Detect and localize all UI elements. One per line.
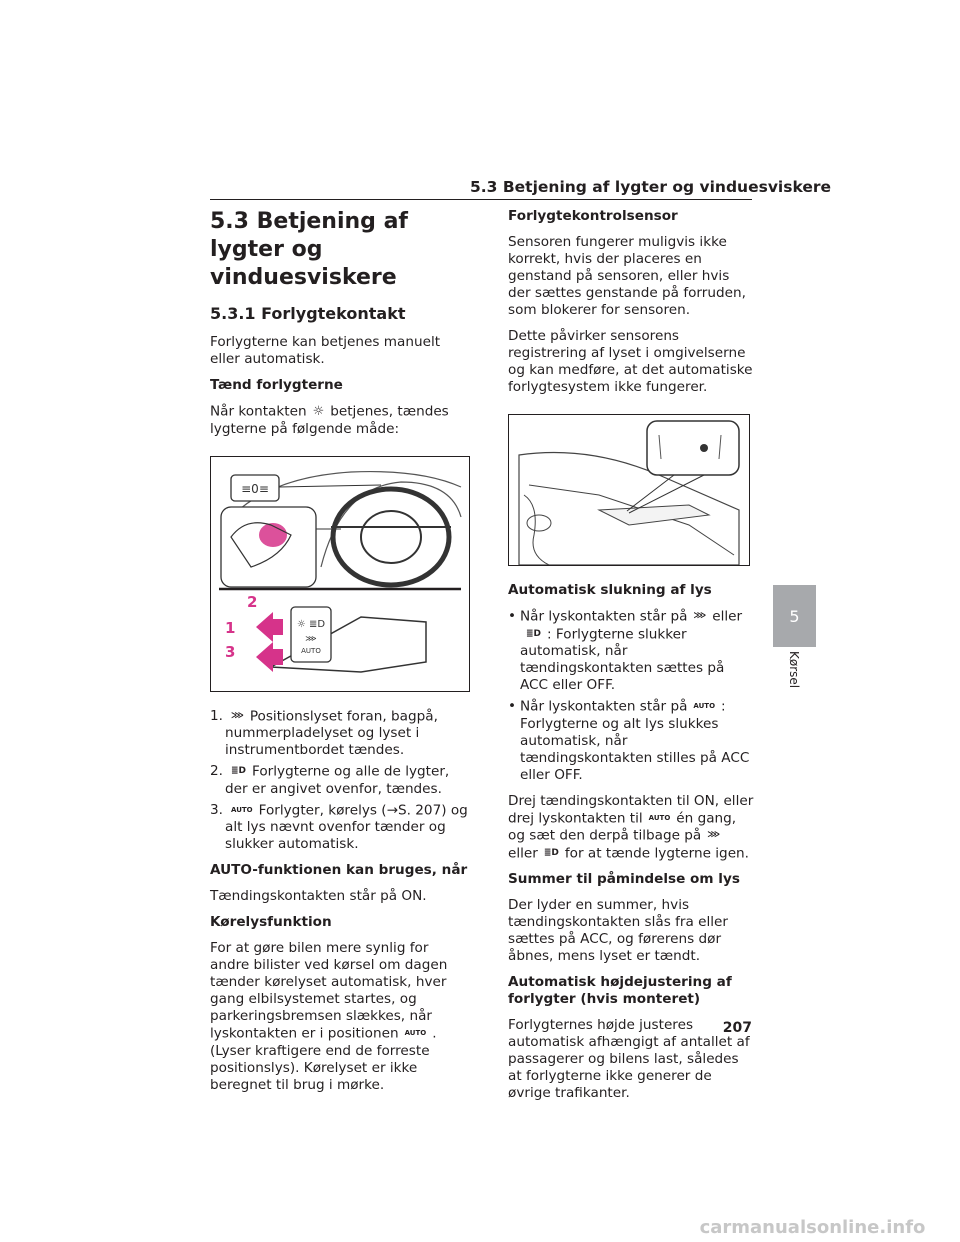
tail-light-icon: ⋙ bbox=[693, 611, 707, 621]
svg-text:≡0≡: ≡0≡ bbox=[241, 481, 269, 496]
tail-light-icon: ⋙ bbox=[231, 710, 244, 721]
figure-label-3: 3 bbox=[225, 642, 236, 661]
auto-text: Tændingskontakten står på ON. bbox=[210, 888, 427, 904]
svg-text:☼ ≣D: ☼ ≣D bbox=[296, 618, 326, 630]
svg-text:⋙: ⋙ bbox=[305, 633, 317, 643]
right-column bbox=[508, 208, 754, 1111]
intro-text: Forlygterne kan betjenes manuelt eller automatisk. bbox=[210, 334, 441, 367]
svg-text:AUTO: AUTO bbox=[301, 646, 321, 655]
headlight-icon: ≣D bbox=[526, 628, 542, 639]
left-column bbox=[210, 208, 470, 1103]
watermark: carmanualsonline.info bbox=[699, 1216, 926, 1238]
hojde-text: Forlygternes højde justeres automatisk afhængigt af antallet af passagerer og bilens last, således at forlygterne ikke generer de øvrige trafikanter. bbox=[508, 1017, 750, 1101]
switch-positions-list bbox=[210, 708, 470, 854]
korelys-text: For at gøre bilen mere synlig for andre bilister ved kørsel om dagen tænder kørelyset automatisk, hver gang elbilsystemet startes, og parkeringsbremsen slækkes, når lyskontakten er i positionen AUTO . (Lyser kraftigere end de forreste positionslys). Kørelyset er ikke beregnet til brug i mørke. bbox=[210, 940, 448, 1093]
auto-icon: AUTO bbox=[404, 1029, 427, 1037]
page-number: 207 bbox=[722, 1020, 752, 1036]
heading-korelys: Kørelysfunktion bbox=[210, 914, 332, 930]
heading-taend: Tænd forlygterne bbox=[210, 377, 343, 393]
list-item: • Når lyskontakten står på ⋙ eller≣D : Forlygterne slukker automatisk, når tændingskontakten sættes på ACC eller OFF. bbox=[508, 608, 754, 694]
summer-text: Der lyder en summer, hvis tændingskontakten slås fra eller sættes på ACC, og førerens dør åbnes, mens lyset er tændt. bbox=[508, 897, 728, 964]
header-rule bbox=[210, 199, 752, 200]
heading-hojde: Automatisk højdejustering af forlygter (hvis monteret) bbox=[508, 974, 732, 1007]
when-text: Når kontakten ☼ betjenes, tændes lygterne på følgende måde: bbox=[210, 403, 449, 437]
figure-label-2: 2 bbox=[247, 592, 258, 611]
auto-off-list bbox=[508, 608, 754, 784]
list-item: • Når lyskontakten står på AUTO : Forlygterne og alt lys slukkes automatisk, når tændingskontakten stilles på ACC eller OFF. bbox=[508, 698, 754, 784]
heading-auto: AUTO-funktionen kan bruges, når bbox=[210, 862, 468, 878]
auto-icon: AUTO bbox=[648, 813, 671, 822]
headlight-icon: ≣D bbox=[543, 847, 559, 858]
sensor-text-1: Sensoren fungerer muligvis ikke korrekt, hvis der placeres en genstand på sensoren, eller hvis der sættes genstande på forruden, som blokerer for sensoren. bbox=[508, 234, 746, 318]
sun-icon: ☼ bbox=[312, 404, 325, 419]
sensor-illustration bbox=[509, 415, 749, 565]
sensor-text-2: Dette påvirker sensorens registrering af lyset i omgivelserne og kan medføre, at det automatiske forlygtesystem ikke fungerer. bbox=[508, 328, 753, 395]
auto-icon: AUTO bbox=[693, 702, 716, 710]
subsection-title: 5.3.1 Forlygtekontakt bbox=[210, 304, 406, 323]
list-item: 1. ⋙ Positionslyset foran, bagpå, nummerpladelyset og lyset i instrumentbordet tændes. bbox=[210, 707, 438, 758]
list-item: 2. ≣D Forlygterne og alle de lygter, der er angivet ovenfor, tændes. bbox=[210, 763, 450, 797]
list-item: 3. AUTO Forlygter, kørelys (→S. 207) og alt lys nævnt ovenfor tænder og slukker automatisk. bbox=[210, 801, 468, 852]
drej-text: Drej tændingskontakten til ON, eller drej lyskontakten til AUTO én gang, og sæt den derpå tilbage på ⋙eller ≣D for at tænde lygterne igen. bbox=[508, 792, 754, 861]
chapter-label: Kørsel bbox=[787, 651, 801, 689]
auto-icon: AUTO bbox=[231, 805, 253, 814]
chapter-tab: 5 bbox=[773, 585, 816, 647]
figure-label-1: 1 bbox=[225, 618, 236, 637]
headlight-switch-illustration bbox=[211, 457, 469, 691]
tail-light-icon: ⋙ bbox=[707, 830, 721, 840]
heading-summer: Summer til påmindelse om lys bbox=[508, 871, 740, 887]
sensor-figure bbox=[508, 414, 750, 566]
running-header: 5.3 Betjening af lygter og vinduesviskere bbox=[470, 178, 832, 196]
section-title: 5.3 Betjening af lygter og vinduesviskere bbox=[210, 209, 408, 290]
heading-sluk: Automatisk slukning af lys bbox=[508, 582, 712, 598]
headlight-icon: ≣D bbox=[231, 766, 247, 776]
headlight-switch-figure bbox=[210, 456, 470, 692]
heading-sensor: Forlygtekontrolsensor bbox=[508, 208, 678, 224]
